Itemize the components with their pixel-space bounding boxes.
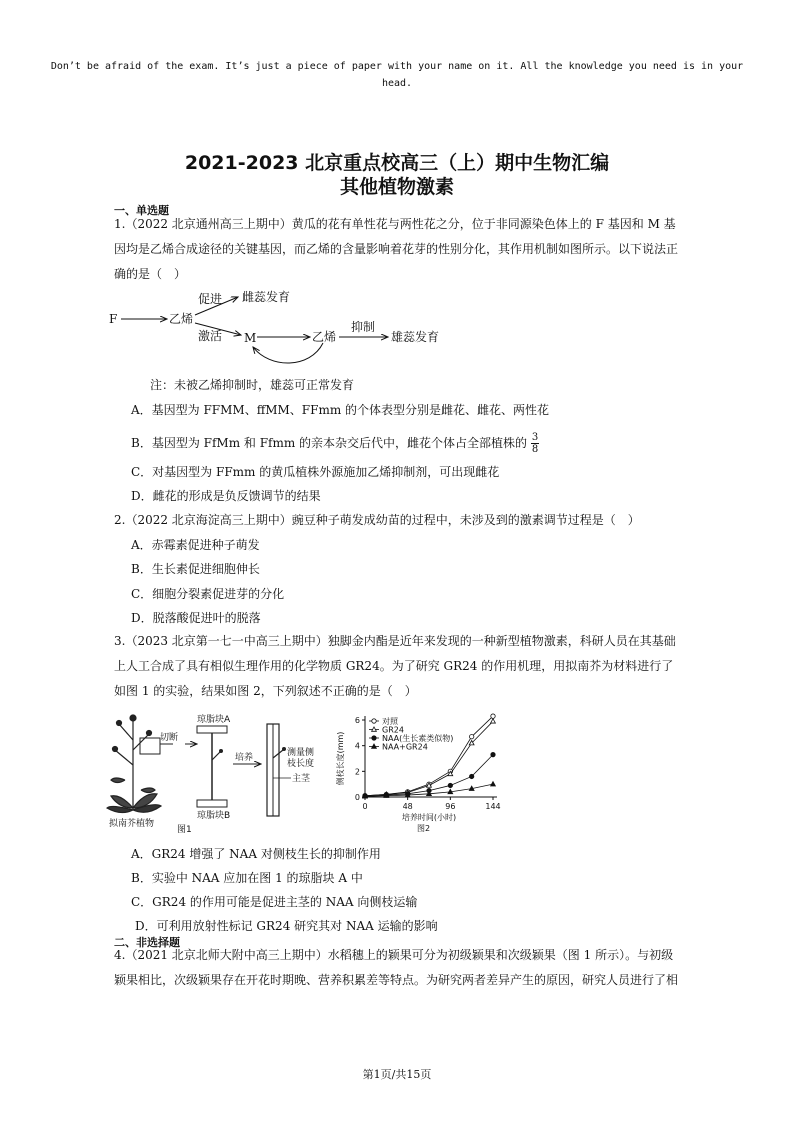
- y-tick-label: 2: [354, 767, 360, 777]
- section-heading-non-choice: 二、非选择题: [114, 936, 180, 949]
- diagram-activate: 激活: [198, 329, 223, 343]
- data-point: [491, 782, 496, 786]
- header-motto: Don’t be afraid of the exam. It’s just a piece of paper with your name on it. All the knowledge you need is in your head.: [50, 61, 744, 89]
- q3-figure-1: [105, 710, 345, 835]
- q2-option-d: D．脱落酸促进叶的脱落: [131, 611, 261, 625]
- fig2-caption: 图2: [417, 824, 431, 833]
- fig1-agar-b-label: 琼脂块B: [197, 811, 231, 821]
- diagram-ethylene-2: 乙烯: [312, 330, 337, 344]
- diagram-pistil: 雌蕊发育: [242, 290, 291, 304]
- question-3-stem: 3.（2023 北京第一七一中高三上期中）独脚金内酯是近年来发现的一种新型植物激素，科研人员在其基础上人工合成了具有相似生理作用的化学物质 GR24。为了研究 GR24 的作用机理，用拟南芥为材料进行了如图 1 的实验，结果如图 2，下列叙述不正确的是（ ）: [114, 634, 676, 698]
- y-tick-label: 0: [354, 793, 360, 802]
- diagram-ethylene-1: 乙烯: [169, 312, 194, 326]
- q1-option-c: C．对基因型为 FFmm 的黄瓜植株外源施加乙烯抑制剂，可出现雌花: [131, 465, 500, 479]
- diagram-M: M: [244, 331, 257, 345]
- fig1-measure-label-2: 枝长度: [287, 759, 315, 769]
- legend-label: NAA+GR24: [382, 742, 428, 752]
- x-tick-label: 144: [485, 802, 501, 811]
- x-axis-label: 培养时间(小时): [401, 813, 457, 822]
- q2-option-a: A．赤霉素促进种子萌发: [131, 538, 260, 552]
- x-tick-label: 96: [445, 802, 456, 811]
- question-2-stem: 2.（2022 北京海淀高三上期中）豌豆种子萌发成幼苗的过程中，未涉及到的激素调节过程是（ ）: [114, 513, 640, 527]
- data-point: [448, 783, 452, 787]
- legend-label: GR24: [382, 725, 404, 735]
- data-point: [491, 719, 496, 723]
- q1-option-b: [131, 432, 539, 455]
- page-title: 2021-2023 北京重点校高三（上）期中生物汇编: [184, 152, 610, 174]
- diagram-F: F: [109, 312, 118, 326]
- legend-label: 对照: [382, 717, 398, 726]
- fig1-measure-label-1: 测量侧: [287, 748, 315, 758]
- q1-note: 注：未被乙烯抑制时，雄蕊可正常发育: [150, 378, 355, 392]
- data-point: [372, 744, 377, 748]
- fraction-denominator: 8: [531, 444, 539, 455]
- x-tick-label: 0: [362, 802, 368, 811]
- q2-option-c: C．细胞分裂素促进芽的分化: [131, 587, 285, 601]
- y-tick-label: 4: [354, 741, 360, 751]
- q1-option-a: A．基因型为 FFMM、ffMM、FFmm 的个体表型分别是雌花、雌花、两性花: [131, 403, 550, 417]
- page-footer: 第1页/共15页: [362, 1068, 432, 1081]
- fig1-cut-label: 切断: [160, 733, 179, 743]
- q3-option-d: D．可利用放射性标记 GR24 研究其对 NAA 运输的影响: [135, 919, 438, 933]
- fraction-numerator: 3: [531, 432, 539, 443]
- x-tick-label: 48: [402, 802, 413, 811]
- fig1-culture-label: 培养: [235, 753, 254, 763]
- data-point: [469, 774, 473, 778]
- data-point: [372, 719, 376, 723]
- y-tick-label: 6: [354, 716, 360, 725]
- feedback-arrow: [253, 343, 323, 363]
- y-axis-label: 侧枝长度(mm): [336, 731, 345, 786]
- q3-figure-2-chart: [335, 712, 505, 837]
- q1-option-b-text: B．基因型为 FfMm 和 Ffmm 的亲本杂交后代中，雌花个体占全部植株的: [131, 436, 528, 450]
- agar-block-a: [197, 726, 227, 733]
- data-point: [372, 736, 376, 740]
- q3-option-b: B．实验中 NAA 应加在图 1 的琼脂块 A 中: [131, 871, 363, 885]
- data-point: [372, 727, 377, 731]
- data-point: [491, 752, 495, 756]
- q3-option-c: C．GR24 的作用可能是促进主茎的 NAA 向侧枝运输: [131, 895, 418, 909]
- data-point: [491, 714, 495, 718]
- q2-option-b: B．生长素促进细胞伸长: [131, 562, 260, 576]
- diagram-inhibit: 抑制: [351, 320, 376, 334]
- legend-label: NAA(生长素类似物): [382, 734, 454, 743]
- q1-mechanism-diagram: [105, 285, 455, 370]
- agar-block-b: [197, 800, 227, 807]
- q1-option-d: D．雌花的形成是负反馈调节的结果: [131, 489, 321, 503]
- question-1-stem: 1.（2022 北京通州高三上期中）黄瓜的花有单性花与两性花之分，位于非同源染色体上的 F 基因和 M 基因均是乙烯合成途径的关键基因，而乙烯的含量影响着花芽的性别分化，其作用机制如图所示。以下说法正确的是（ ）: [114, 217, 679, 281]
- fig1-agar-a-label: 琼脂块A: [197, 715, 231, 725]
- fig1-plant-label: 拟南芥植物: [109, 819, 155, 829]
- fig1-caption: 图1: [177, 825, 192, 835]
- question-4-stem: 4.（2021 北京北师大附中高三上期中）水稻穗上的颖果可分为初级颖果和次级颖果（图 1 所示）。与初级颖果相比，次级颖果存在开花时期晚、营养积累差等特点。为研究两者差异产生的原因，研究人员进行了相: [114, 948, 679, 987]
- fraction: [531, 432, 539, 455]
- diagram-stamen: 雄蕊发育: [391, 330, 440, 344]
- diagram-promote: 促进: [198, 292, 223, 306]
- section-heading-single-choice: 一、单选题: [114, 204, 169, 217]
- page-subtitle: 其他植物激素: [339, 176, 454, 198]
- arabidopsis-plant-icon: [107, 715, 161, 813]
- data-point: [469, 734, 473, 738]
- fig1-main-stem-label: 主茎: [292, 774, 311, 784]
- q3-option-a: A．GR24 增强了 NAA 对侧枝生长的抑制作用: [131, 847, 381, 861]
